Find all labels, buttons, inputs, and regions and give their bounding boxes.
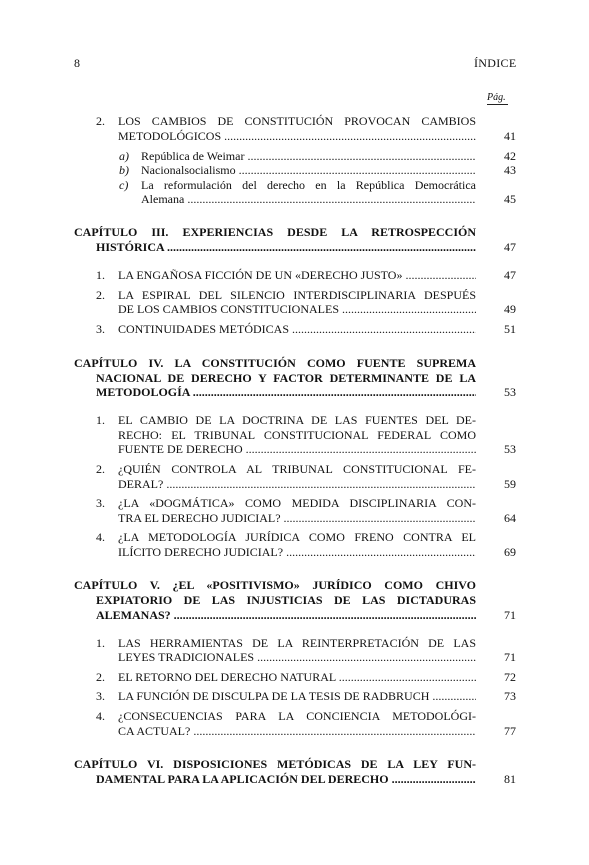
toc-entry-title: FUENTE DE DERECHO ..... [118, 442, 476, 456]
toc-entry-title: ILÍCITO DERECHO JUDICIAL? ..... [118, 545, 476, 559]
toc-entry-title: DE LOS CAMBIOS CONSTITUCIONALES ..... [118, 302, 476, 316]
toc-entry-title: LAS HERRAMIENTAS DE LA REINTERPRETACIÓN DE LAS [118, 636, 476, 650]
toc-entry-number: 3. [96, 689, 105, 703]
toc-entry-title: CA ACTUAL? ..... [118, 724, 476, 738]
toc-entry-title: Alemana ..... [141, 192, 476, 206]
toc-entry-title: EL RETORNO DEL DERECHO NATURAL ..... [118, 670, 476, 684]
chapter-title: CAPÍTULO III. EXPERIENCIAS DESDE LA RETROSPECCIÓN [74, 225, 476, 239]
toc-entry-number: 1. [96, 636, 105, 650]
toc-entry-page: 71 [504, 650, 516, 664]
toc-entry-title: ¿CONSECUENCIAS PARA LA CONCIENCIA METODOLÓGI- [118, 709, 476, 723]
chapter-title: CAPÍTULO IV. LA CONSTITUCIÓN COMO FUENTE SUPREMA [74, 356, 476, 370]
toc-entry-number: 4. [96, 709, 105, 723]
toc-entry-letter: b) [119, 163, 129, 177]
toc-entry-title: La reformulación del derecho en la República Democrática [141, 178, 476, 192]
toc-entry-number: 2. [96, 114, 105, 128]
toc-entry-title: DERAL? ..... [118, 477, 476, 491]
toc-entry-number: 4. [96, 530, 105, 544]
page-number: 8 [74, 56, 80, 70]
toc-entry-title: RECHO: EL TRIBUNAL CONSTITUCIONAL FEDERAL COMO [118, 428, 476, 442]
toc-entry-title: ¿LA «DOGMÁTICA» COMO MEDIDA DISCIPLINARIA CON- [118, 496, 476, 510]
toc-entry-page: 81 [504, 772, 516, 786]
toc-entry-page: 77 [504, 724, 516, 738]
toc-entry-letter: c) [119, 178, 129, 192]
toc-entry-page: 42 [504, 149, 516, 163]
toc-entry-number: 2. [96, 462, 105, 476]
toc-entry-title: ¿QUIÉN CONTROLA AL TRIBUNAL CONSTITUCIONAL FE- [118, 462, 476, 476]
toc-entry-page: 51 [504, 322, 516, 336]
toc-entry-page: 53 [504, 442, 516, 456]
toc-entry-letter: a) [119, 149, 129, 163]
chapter-title: CAPÍTULO VI. DISPOSICIONES METÓDICAS DE LA LEY FUN- [74, 757, 476, 771]
toc-entry-title: LA ESPIRAL DEL SILENCIO INTERDISCIPLINARIA DESPUÉS [118, 288, 476, 302]
page-column-label: Pág. [487, 92, 506, 103]
toc-entry-number: 2. [96, 670, 105, 684]
toc-entry-title: EL CAMBIO DE LA DOCTRINA DE LAS FUENTES DEL DE- [118, 413, 476, 427]
toc-entry-page: 73 [504, 689, 516, 703]
chapter-title: METODOLOGÍA ..... [96, 385, 476, 399]
toc-entry-title: Nacionalsocialismo ..... [141, 163, 476, 177]
chapter-title: ALEMANAS? ..... [96, 608, 476, 622]
toc-entry-number: 2. [96, 288, 105, 302]
toc-entry-title: LOS CAMBIOS DE CONSTITUCIÓN PROVOCAN CAMBIOS [118, 114, 476, 128]
toc-entry-number: 1. [96, 413, 105, 427]
chapter-title: EXPIATORIO DE LAS INJUSTICIAS DE LAS DICTADURAS [96, 593, 476, 607]
running-header-title: ÍNDICE [474, 56, 517, 70]
toc-entry-page: 53 [504, 385, 516, 399]
toc-entry-page: 71 [504, 608, 516, 622]
toc-entry-title: LEYES TRADICIONALES ..... [118, 650, 476, 664]
toc-entry-number: 3. [96, 496, 105, 510]
toc-entry-page: 72 [504, 670, 516, 684]
toc-entry-page: 47 [504, 240, 516, 254]
toc-entry-number: 1. [96, 268, 105, 282]
toc-entry-page: 45 [504, 192, 516, 206]
toc-entry-title: República de Weimar ..... [141, 149, 476, 163]
toc-entry-page: 49 [504, 302, 516, 316]
toc-entry-title: METODOLÓGICOS ..... [118, 129, 476, 143]
toc-entry-title: ¿LA METODOLOGÍA JURÍDICA COMO FRENO CONTRA EL [118, 530, 476, 544]
toc-entry-title: CONTINUIDADES METÓDICAS ..... [118, 322, 476, 336]
chapter-title: DAMENTAL PARA LA APLICACIÓN DEL DERECHO ..... [96, 772, 476, 786]
toc-entry-number: 3. [96, 322, 105, 336]
toc-entry-title: LA ENGAÑOSA FICCIÓN DE UN «DERECHO JUSTO» ..... [118, 268, 476, 282]
toc-entry-page: 69 [504, 545, 516, 559]
toc-entry-page: 47 [504, 268, 516, 282]
toc-entry-page: 59 [504, 477, 516, 491]
toc-entry-page: 41 [504, 129, 516, 143]
chapter-title: NACIONAL DE DERECHO Y FACTOR DETERMINANTE DE LA [96, 371, 476, 385]
toc-entry-title: LA FUNCIÓN DE DISCULPA DE LA TESIS DE RADBRUCH ..... [118, 689, 476, 703]
toc-entry-title: TRA EL DERECHO JUDICIAL? ..... [118, 511, 476, 525]
chapter-title: HISTÓRICA ..... [96, 240, 476, 254]
toc-entry-page: 64 [504, 511, 516, 525]
toc-entry-page: 43 [504, 163, 516, 177]
chapter-title: CAPÍTULO V. ¿EL «POSITIVISMO» JURÍDICO COMO CHIVO [74, 578, 476, 592]
